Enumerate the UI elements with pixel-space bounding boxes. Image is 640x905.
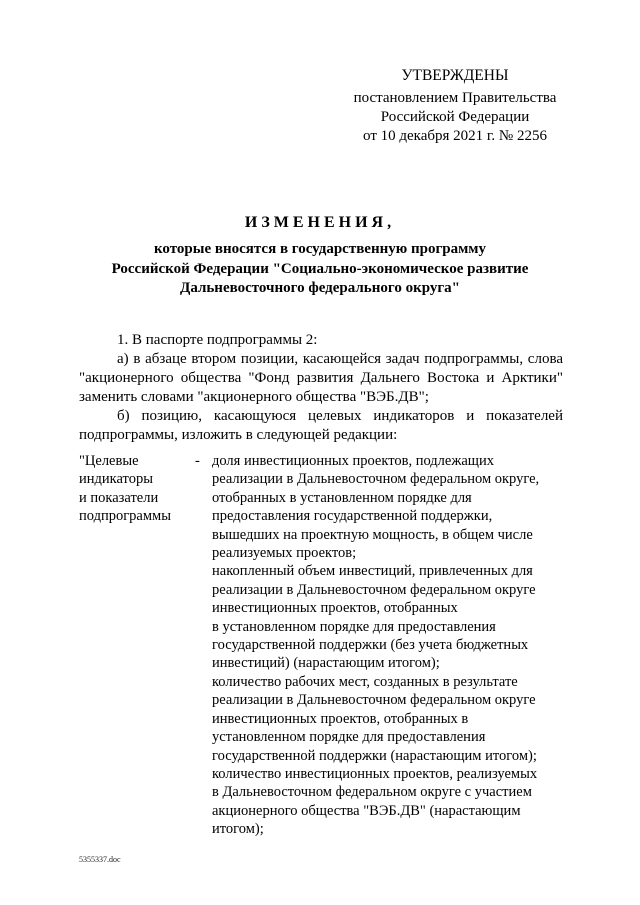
subtitle-line-1: которые вносятся в государственную программу <box>153 241 487 257</box>
paragraph-3: б) позицию, касающуюся целевых индикаторов и показателей подпрограммы, изложить в следующей редакции: <box>79 408 563 443</box>
content-line: накопленный объем инвестиций, привлеченных для <box>212 563 533 580</box>
content-line: доля инвестиционных проектов, подлежащих <box>212 453 494 469</box>
label-line: индикаторы <box>79 471 153 488</box>
content-line: реализации в Дальневосточном федеральном округе <box>212 692 536 709</box>
label-line: "Целевые <box>79 453 139 469</box>
approval-line-1: постановлением Правительства <box>353 90 557 106</box>
approval-line-3: от 10 декабря 2021 г. № 2256 <box>363 128 547 144</box>
approval-block <box>340 66 570 146</box>
content-line: инвестиций) (нарастающим итогом); <box>212 655 440 672</box>
content-line: реализуемых проектов; <box>212 545 357 562</box>
approval-line-2: Российской Федерации <box>380 109 530 125</box>
content-line: количество рабочих мест, созданных в результате <box>212 673 518 690</box>
dash-separator: - <box>195 453 200 469</box>
subtitle-line-3: Дальневосточного федерального округа" <box>180 280 460 296</box>
indicators-label-cell <box>79 452 189 526</box>
content-line: количество инвестиционных проектов, реализуемых <box>212 765 538 782</box>
content-line: в установленном порядке для предоставления <box>212 618 496 635</box>
body-text <box>79 331 563 445</box>
indicators-content-cell <box>212 452 562 839</box>
file-name-footer: 5355337.doc <box>79 855 121 864</box>
content-line: акционерного общества "ВЭБ.ДВ" (нарастающим <box>212 802 521 819</box>
label-line: и показатели <box>79 489 159 506</box>
label-line: подпрограммы <box>79 508 171 525</box>
content-line: реализации в Дальневосточном федеральном округе, <box>212 471 540 488</box>
content-line: итогом); <box>212 821 264 838</box>
content-line: инвестиционных проектов, отобранных <box>212 600 458 617</box>
subtitle-line-2: Российской Федерации "Социально-экономическое развитие <box>111 260 529 277</box>
content-line: вышедших на проектную мощность, в общем числе <box>212 526 533 543</box>
document-title: ИЗМЕНЕНИЯ, <box>244 214 396 231</box>
content-line: государственной поддержки (без учета бюджетных <box>212 637 529 654</box>
content-line: в Дальневосточном федеральном округе с участием <box>212 784 532 801</box>
document-subtitle <box>60 240 580 299</box>
content-line: отобранных в установленном порядке для <box>212 489 472 506</box>
content-line: установленном порядке для предоставления <box>212 729 486 746</box>
content-line: инвестиционных проектов, отобранных в <box>212 710 469 727</box>
content-line: государственной поддержки (нарастающим итогом); <box>212 747 537 764</box>
content-line: предоставления государственной поддержки, <box>212 508 493 525</box>
paragraph-1: 1. В паспорте подпрограммы 2: <box>117 332 318 348</box>
approval-title: УТВЕРЖДЕНЫ <box>401 67 509 84</box>
paragraph-2: а) в абзаце втором позиции, касающейся задач подпрограммы, слова "акционерного общества "Фонд развития Дальнего Востока и Арктики" заменить словами "акционерного общества "ВЭБ.ДВ"; <box>79 351 563 405</box>
content-line: реализации в Дальневосточном федеральном округе <box>212 581 536 598</box>
